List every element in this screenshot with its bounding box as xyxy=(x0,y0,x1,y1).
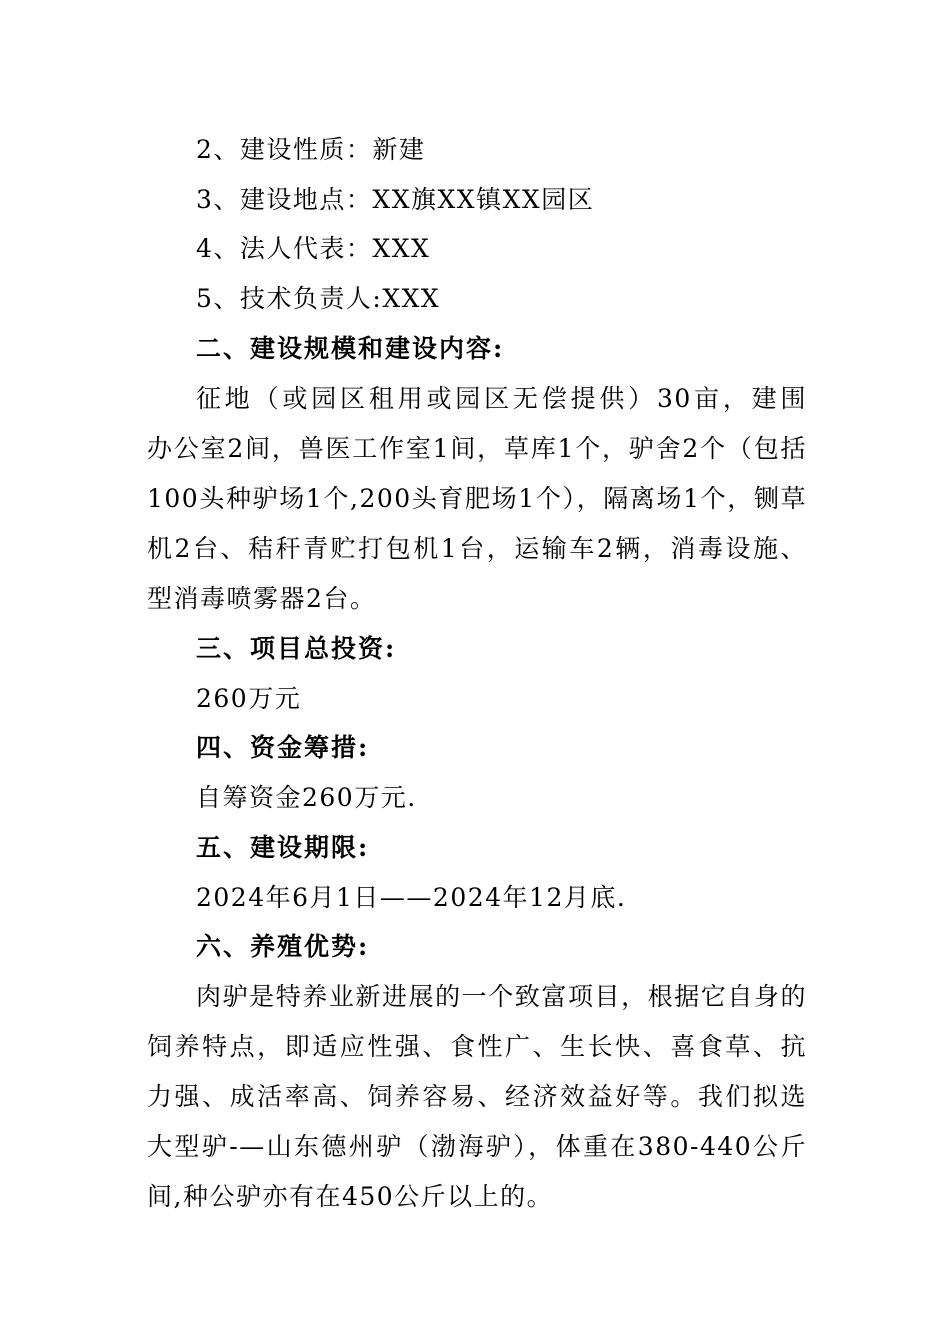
item-legal-representative: 4、法人代表：XXX xyxy=(196,234,431,263)
paragraph-line: 力强、成活率高、饲养容易、经济效益好等。我们拟选 xyxy=(147,1082,807,1111)
paragraph-line: 大型驴-—山东德州驴（渤海驴），体重在380-440公斤 xyxy=(147,1132,807,1161)
heading-scale-and-content: 二、建设规模和建设内容: xyxy=(196,334,505,363)
heading-total-investment: 三、项目总投资: xyxy=(196,634,397,663)
construction-period-value: 2024年6月1日——2024年12月底. xyxy=(196,883,627,912)
fund-raising-value: 自筹资金260万元. xyxy=(196,783,417,812)
paragraph-line: 间,种公驴亦有在450公斤以上的。 xyxy=(147,1182,554,1211)
heading-breeding-advantages: 六、养殖优势: xyxy=(196,932,370,961)
heading-construction-period: 五、建设期限: xyxy=(196,833,370,862)
paragraph-line: 型消毒喷雾器2台。 xyxy=(147,584,377,613)
item-technical-lead: 5、技术负责人:XXX xyxy=(196,284,441,313)
paragraph-line: 征地（或园区租用或园区无偿提供）30亩，建围 xyxy=(196,384,807,413)
total-investment-value: 260万元 xyxy=(196,684,302,713)
heading-fund-raising: 四、资金筹措: xyxy=(196,733,370,762)
paragraph-line: 饲养特点，即适应性强、食性广、生长快、喜食草、抗 xyxy=(147,1032,807,1061)
paragraph-line: 100头种驴场1个,200头育肥场1个），隔离场1个，铡草 xyxy=(147,484,807,513)
paragraph-line: 肉驴是特养业新进展的一个致富项目，根据它自身的 xyxy=(196,982,807,1011)
paragraph-line: 机2台、秸秆青贮打包机1台，运输车2辆，消毒设施、 xyxy=(147,534,807,563)
item-construction-nature: 2、建设性质：新建 xyxy=(196,135,426,164)
paragraph-line: 办公室2间，兽医工作室1间，草库1个，驴舍2个（包括 xyxy=(147,434,807,463)
item-construction-location: 3、建设地点：XX旗XX镇XX园区 xyxy=(196,185,595,214)
